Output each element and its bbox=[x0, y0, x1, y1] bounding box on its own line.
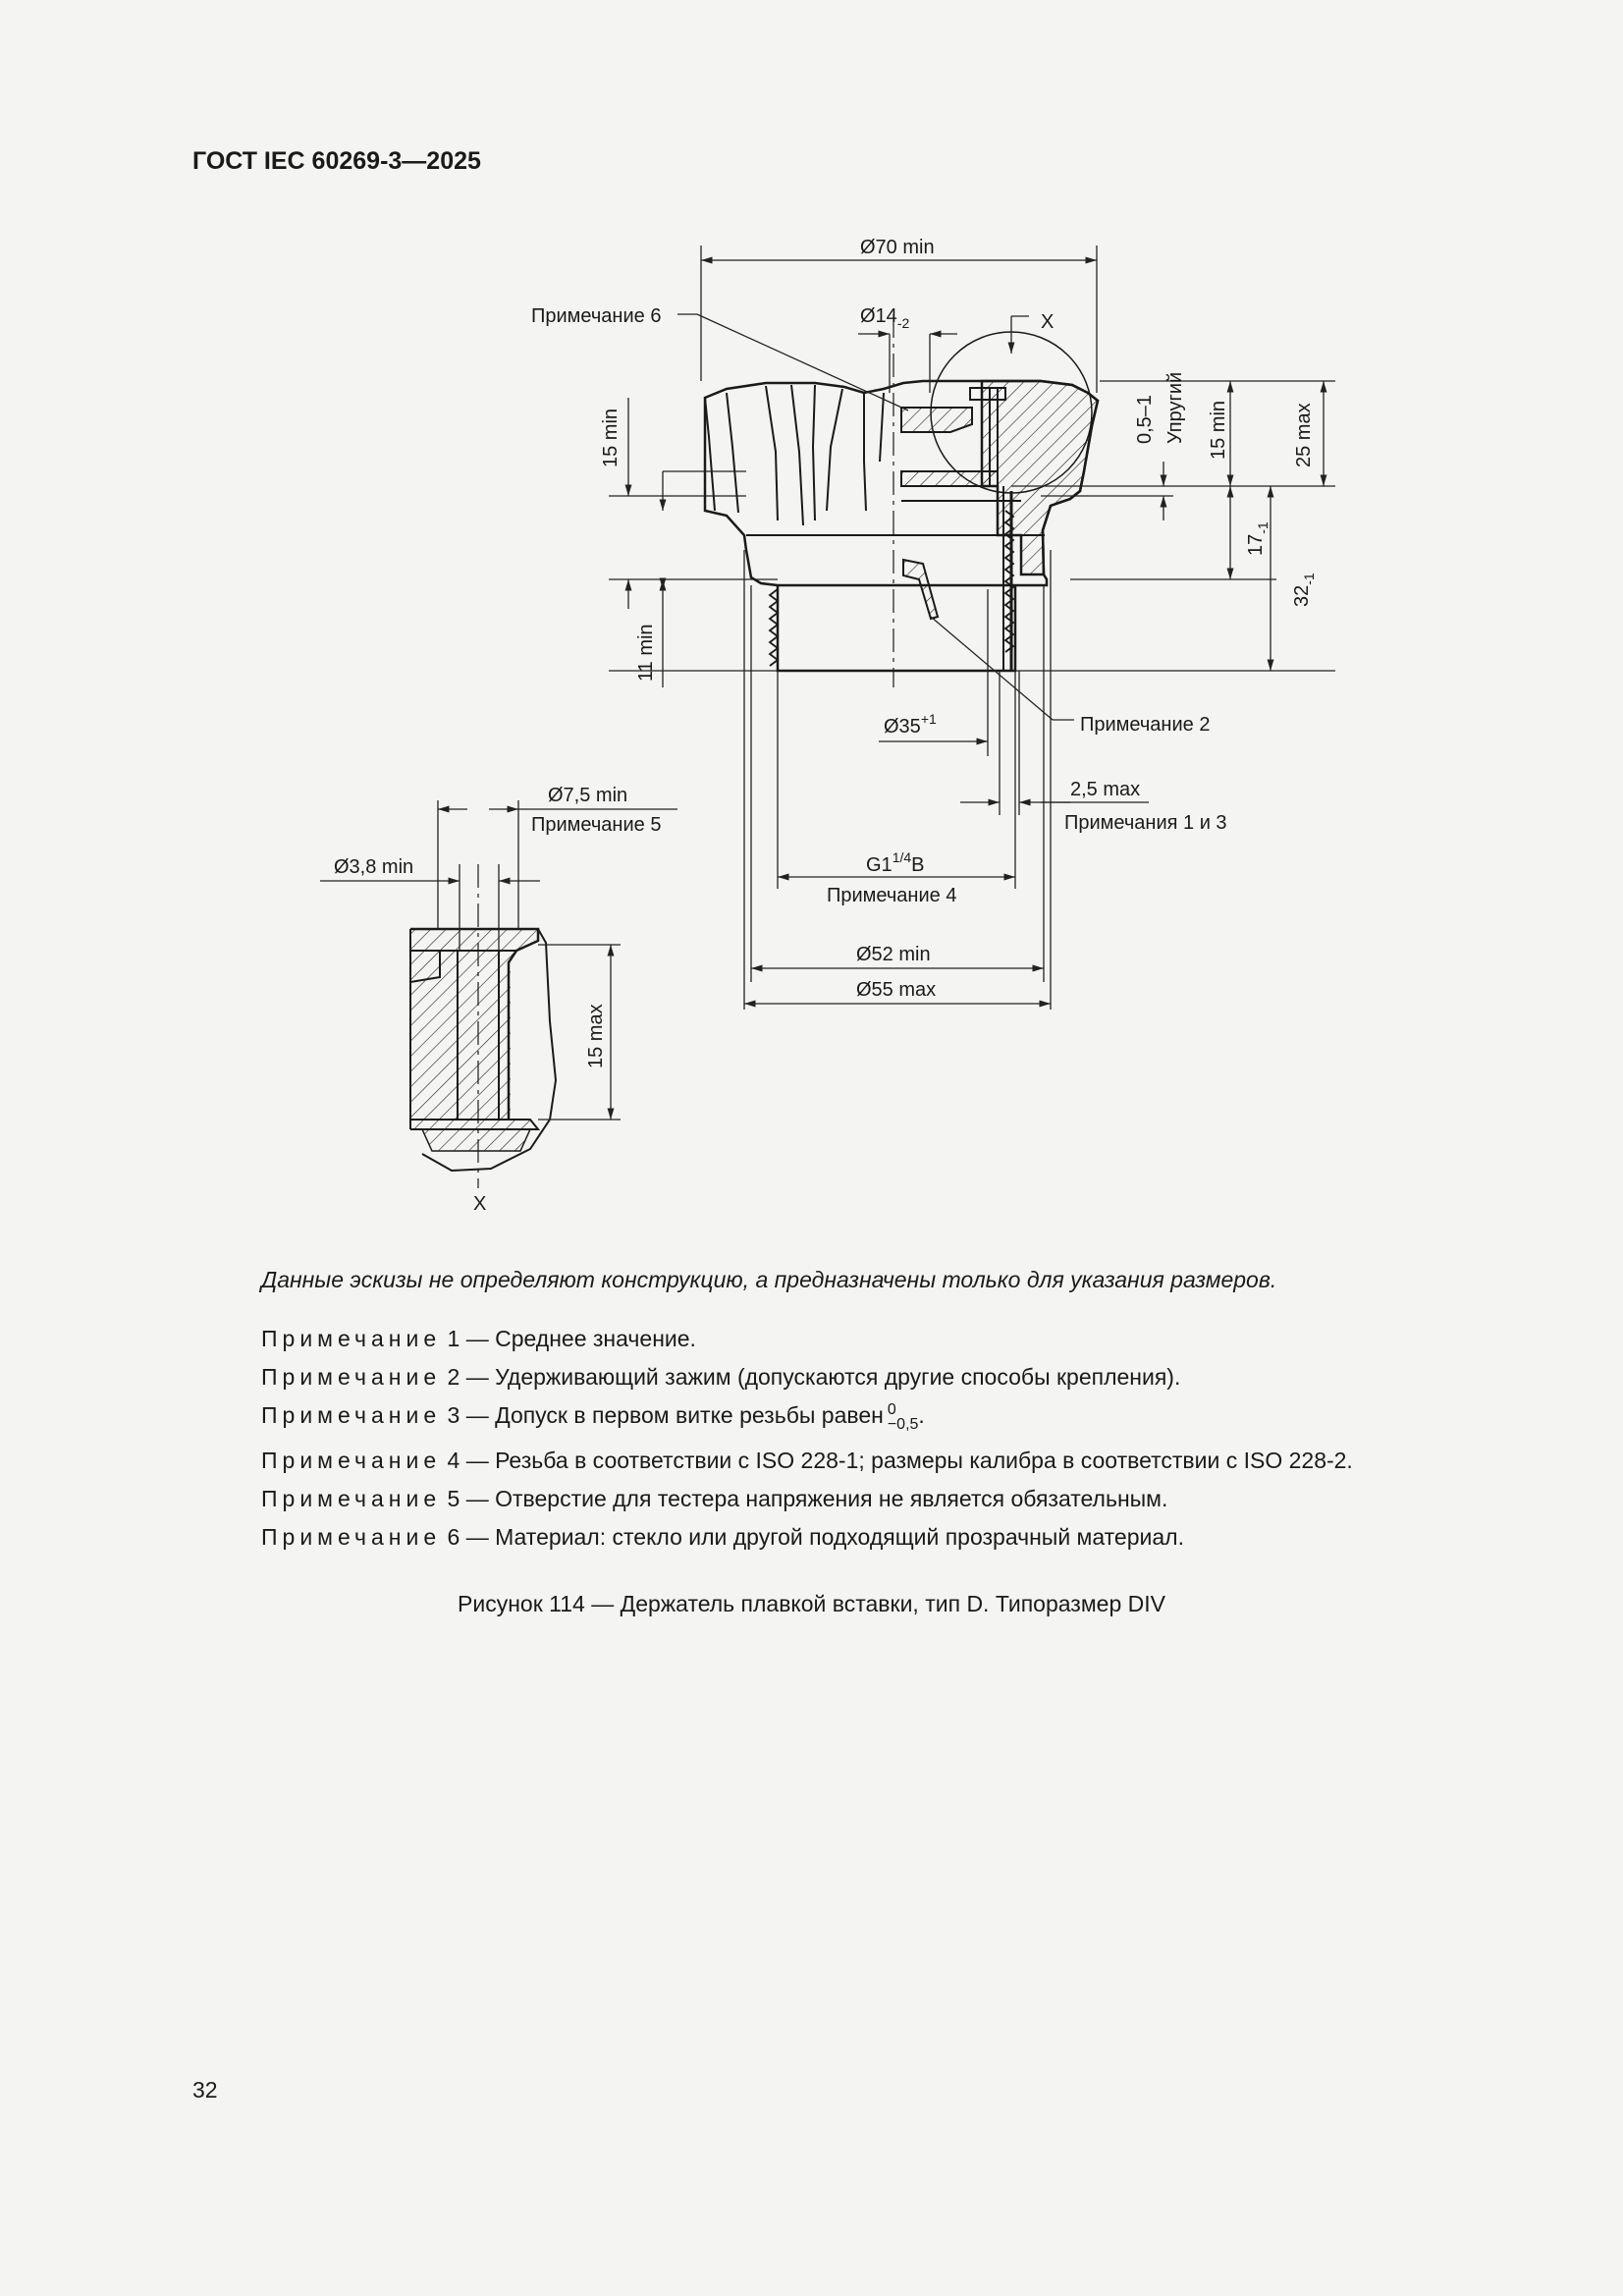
notes-list bbox=[261, 1326, 1353, 1562]
note-label: Примечание bbox=[261, 1448, 442, 1473]
note-text: 6 — Материал: стекло или другой подходящий прозрачный материал. bbox=[447, 1524, 1184, 1550]
label-note13: Примечания 1 и 3 bbox=[1064, 812, 1227, 834]
note-text: 5 — Отверстие для тестера напряжения не является обязательным. bbox=[447, 1486, 1168, 1511]
dim-h15max: 15 max bbox=[585, 1004, 607, 1068]
note-text: 3 — Допуск в первом витке резьбы равен bbox=[447, 1402, 884, 1429]
note-label: Примечание bbox=[261, 1402, 442, 1429]
dimension-lines bbox=[609, 246, 1335, 1010]
note-2 bbox=[261, 1364, 1353, 1402]
dim-h15-right: 15 min bbox=[1208, 400, 1229, 460]
label-note2: Примечание 2 bbox=[1080, 714, 1211, 736]
dim-d52: Ø52 min bbox=[856, 944, 931, 965]
label-elastic: Упругий bbox=[1164, 371, 1186, 444]
note-tail: . bbox=[918, 1402, 925, 1429]
dim-h05: 0,5–1 bbox=[1134, 394, 1156, 444]
tolerance-top: 0 bbox=[887, 1401, 896, 1418]
note-1 bbox=[261, 1326, 1353, 1364]
note-label: Примечание bbox=[261, 1486, 442, 1511]
detail-mark-x: X bbox=[1041, 311, 1055, 333]
dim-d55: Ø55 max bbox=[856, 979, 937, 1001]
note-label: Примечание bbox=[261, 1364, 442, 1390]
detail-x-view bbox=[410, 864, 556, 1188]
dim-d70: Ø70 min bbox=[860, 237, 935, 258]
note-4 bbox=[261, 1448, 1353, 1486]
label-note5: Примечание 5 bbox=[531, 814, 662, 836]
note-5 bbox=[261, 1486, 1353, 1524]
tolerance-bottom: −0,5 bbox=[887, 1416, 919, 1433]
dim-h25: 25 max bbox=[1293, 403, 1315, 467]
dim-h17: $17_{-1}$ bbox=[1245, 521, 1271, 556]
page-number: 32 bbox=[192, 2077, 218, 2103]
dim-thread: $G1^{1/4}B$ bbox=[866, 849, 925, 876]
document-header: ГОСТ IEC 60269-3—2025 bbox=[192, 147, 481, 175]
tolerance-fraction bbox=[888, 1402, 919, 1432]
note-text: 4 — Резьба в соответствии с ISO 228-1; размеры калибра в соответствии с ISO 228-2. bbox=[447, 1448, 1353, 1473]
drawing-disclaimer: Данные эскизы не определяют конструкцию, а предназначены только для указания размеров. bbox=[261, 1267, 1277, 1292]
detail-x-label: X bbox=[473, 1193, 487, 1215]
dim-d38: Ø3,8 min bbox=[334, 856, 414, 878]
label-note4: Примечание 4 bbox=[827, 885, 957, 906]
note-6 bbox=[261, 1524, 1353, 1562]
note-3 bbox=[261, 1402, 1353, 1448]
dim-t25: 2,5 max bbox=[1070, 779, 1141, 800]
fuse-holder-main-view bbox=[705, 314, 1098, 687]
dim-h32: $32_{-1}$ bbox=[1291, 573, 1317, 607]
note-label: Примечание bbox=[261, 1524, 442, 1550]
note-text: 1 — Среднее значение. bbox=[447, 1326, 696, 1351]
label-note6: Примечание 6 bbox=[531, 305, 662, 327]
dim-h11: 11 min bbox=[635, 624, 657, 682]
dim-h15-left: 15 min bbox=[600, 408, 622, 467]
dim-d14: $Ø14_{-2}$ bbox=[860, 305, 910, 331]
note-label: Примечание bbox=[261, 1326, 442, 1351]
dim-d35: $Ø35^{+1}$ bbox=[884, 711, 937, 738]
dim-d75: Ø7,5 min bbox=[548, 785, 628, 806]
figure-caption: Рисунок 114 — Держатель плавкой вставки, тип D. Типоразмер DIV bbox=[458, 1591, 1165, 1616]
note-text: 2 — Удерживающий зажим (допускаются другие способы крепления). bbox=[447, 1364, 1181, 1390]
